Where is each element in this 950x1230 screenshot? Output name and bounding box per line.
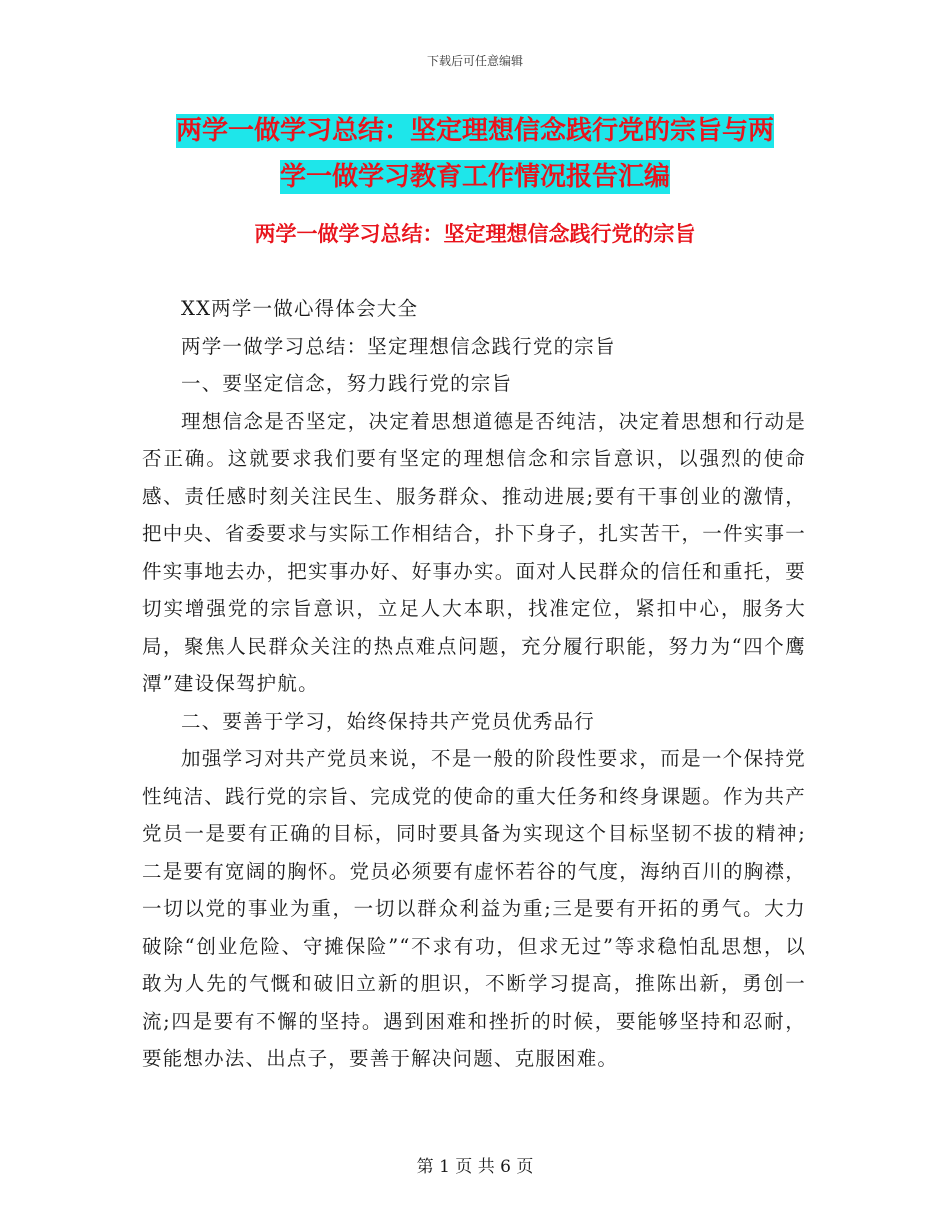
section-heading: 一、要坚定信念，努力践行党的宗旨 <box>181 372 513 395</box>
section-heading: 二、要善于学习，始终保持共产党员优秀品行 <box>181 709 596 733</box>
header-note: 下载后可任意编辑 <box>426 54 523 68</box>
paragraph: XX两学一做心得体会大全 <box>181 297 419 320</box>
paragraph: 理想信念是否坚定，决定着思想道德是否纯洁，决定着思想和行动是否正确。这就要求我们要有坚定的理想信念和宗旨意识，以强烈的使命感、责任感时刻关注民生、服务群众、推动进展;要有干事创业的激情，把中央、省委要求与实际工作相结合，扑下身子，扎实苦干，一件实事一件实事地去办，把实事办好、好事办实。面对人民群众的信任和重托，要切实增强党的宗旨意识，立足人大本职，找准定位，紧扣中心，服务大局，聚焦人民群众关注的热点难点问题，充分履行职能，努力为“四个鹰潭”建设保驾护航。 <box>142 409 806 695</box>
page-footer: 第 1 页 共 6 页 <box>416 1157 534 1177</box>
body-text <box>142 290 806 1078</box>
main-title-line-1: 两学一做学习总结：坚定理想信念践行党的宗旨与两 <box>175 116 774 146</box>
main-title-line-2: 学一做学习教育工作情况报告汇编 <box>279 162 670 192</box>
paragraph: 两学一做学习总结：坚定理想信念践行党的宗旨 <box>181 334 616 358</box>
main-title <box>120 108 830 200</box>
paragraph: 加强学习对共产党员来说，不是一般的阶段性要求，而是一个保持党性纯洁、践行党的宗旨、完成党的使命的重大任务和终身课题。作为共产党员一是要有正确的目标，同时要具备为实现这个目标坚韧不拔的精神;二是要有宽阔的胸怀。党员必须要有虚怀若谷的气度，海纳百川的胸襟，一切以党的事业为重，一切以群众利益为重;三是要有开拓的勇气。大力破除“创业危险、守摊保险”“不求有功，但求无过”等求稳怕乱思想，以敢为人先的气慨和破旧立新的胆识，不断学习提高，推陈出新，勇创一流;四是要有不懈的坚持。遇到困难和挫折的时候，要能够坚持和忍耐，要能想办法、出点子，要善于解决问题、克服困难。 <box>142 747 806 1070</box>
section-title: 两学一做学习总结：坚定理想信念践行党的宗旨 <box>254 222 696 246</box>
